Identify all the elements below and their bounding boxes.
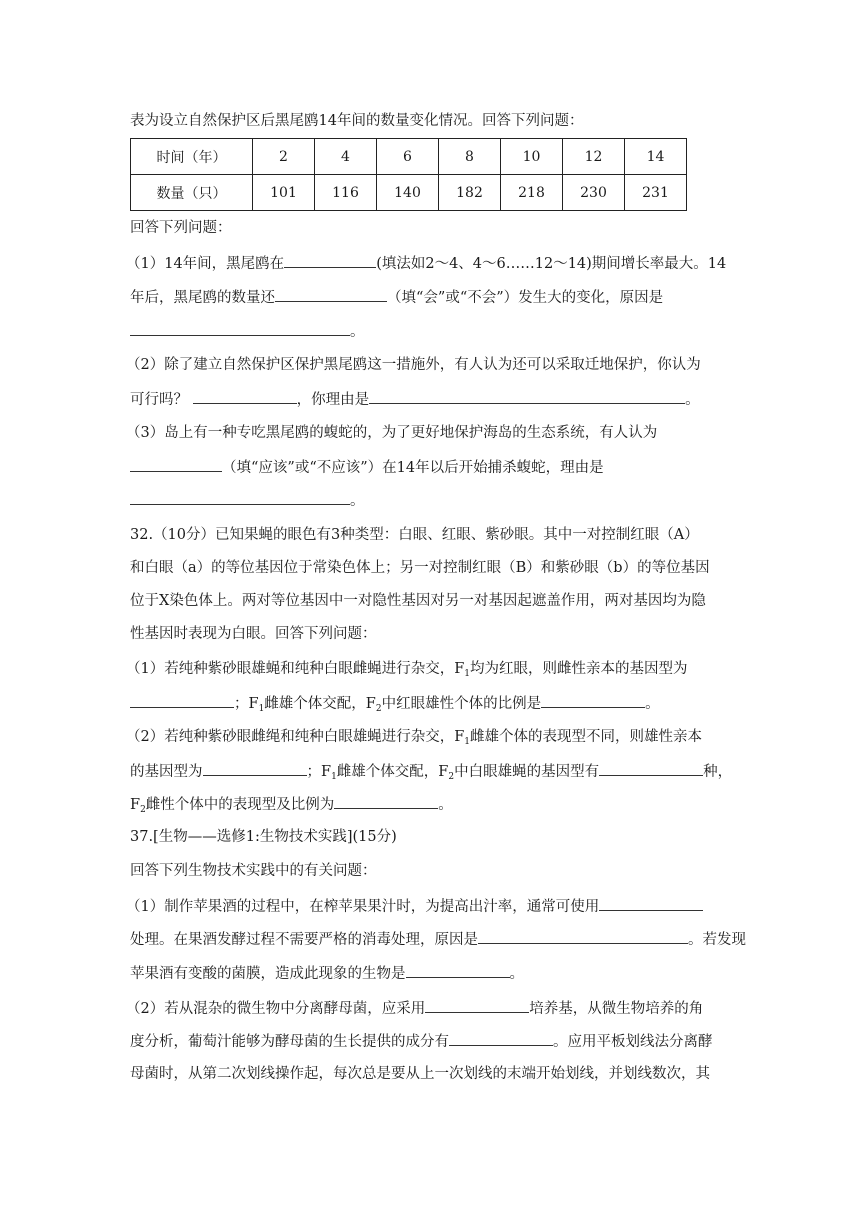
q31-p1-line3 bbox=[130, 320, 365, 342]
table-cell: 10 bbox=[501, 139, 563, 175]
text: （1）若纯种紫砂眼雄蝇和纯种白眼雌蝇进行杂交，F bbox=[126, 661, 465, 677]
text: 。 bbox=[509, 966, 524, 982]
text: 培养基，从微生物培养的角 bbox=[529, 1001, 704, 1017]
q31-p2-line2 bbox=[130, 388, 700, 410]
subscript: 1 bbox=[464, 669, 471, 679]
q37-p1-line3 bbox=[130, 962, 524, 984]
text: ；F bbox=[306, 764, 332, 780]
table-cell: 231 bbox=[625, 175, 687, 211]
subscript: 2 bbox=[448, 772, 455, 782]
text: 的基因型为 bbox=[130, 764, 203, 780]
q31-p1-line1 bbox=[126, 252, 726, 274]
q37-p2-line3: 母菌时，从第二次划线操作起，每次总是要从上一次划线的末端开始划线，并划线数次，其 bbox=[130, 1066, 710, 1082]
text: （填“会”或“不会”）发生大的变化，原因是 bbox=[387, 290, 664, 306]
text: （2）若从混杂的微生物中分离酵母菌，应采用 bbox=[126, 1001, 426, 1017]
answer-blank[interactable] bbox=[334, 793, 438, 809]
text: （1）制作苹果酒的过程中，在榨苹果果汁时，为提高出汁率，通常可使用 bbox=[126, 899, 600, 915]
text: 度分析，葡萄汁能够为酵母菌的生长提供的成分有 bbox=[130, 1034, 449, 1050]
q31-p1-line2 bbox=[130, 286, 663, 308]
q32-p1-line2 bbox=[130, 692, 660, 719]
q32-p2-line1 bbox=[126, 727, 702, 752]
answer-blank[interactable] bbox=[130, 489, 350, 505]
q32-p2-line3 bbox=[130, 793, 453, 820]
table-cell: 14 bbox=[625, 139, 687, 175]
subscript: 2 bbox=[375, 704, 382, 714]
text: 雌雄个体的表现型不同，则雄性亲本 bbox=[470, 729, 703, 745]
text: 雌雄个体交配，F bbox=[336, 764, 449, 780]
text: 雌性个体中的表现型及比例为 bbox=[145, 797, 335, 813]
table-cell: 140 bbox=[377, 175, 439, 211]
text: 种， bbox=[703, 764, 733, 780]
q32-line1: 32.（10分）已知果蝇的眼色有3种类型：白眼、红眼、紫砂眼。其中一对控制红眼（A） bbox=[130, 527, 699, 543]
text: 处理。在果酒发酵过程不需要严格的消毒处理，原因是 bbox=[130, 932, 478, 948]
q32-line2: 和白眼（a）的等位基因位于常染色体上；另一对控制红眼（B）和紫砂眼（b）的等位基因 bbox=[130, 560, 710, 576]
answer-blank[interactable] bbox=[193, 388, 297, 404]
table-cell: 182 bbox=[439, 175, 501, 211]
subscript: 2 bbox=[140, 805, 146, 815]
q31-p3-line1: （3）岛上有一种专吃黑尾鸥的蝮蛇的，为了更好地保护海岛的生态系统，有人认为 bbox=[126, 425, 658, 441]
q37-p1-line2 bbox=[130, 928, 746, 950]
subscript: 1 bbox=[258, 704, 265, 714]
text: 可行吗？ bbox=[130, 392, 188, 408]
table-cell: 数量（只） bbox=[131, 175, 253, 211]
answer-blank[interactable] bbox=[130, 692, 234, 708]
q37-intro: 回答下列生物技术实践中的有关问题： bbox=[130, 863, 377, 879]
text: 。 bbox=[438, 797, 453, 813]
q32-line4: 性基因时表现为白眼。回答下列问题： bbox=[130, 626, 377, 642]
after-table-text: 回答下列问题： bbox=[130, 220, 232, 236]
text: 。若发现 bbox=[688, 932, 746, 948]
table-cell: 2 bbox=[253, 139, 315, 175]
text: （填“应该”或“不应该”）在14年以后开始捕杀蝮蛇，理由是 bbox=[222, 460, 604, 476]
table-cell: 12 bbox=[563, 139, 625, 175]
q32-p2-line2 bbox=[130, 760, 732, 787]
answer-blank[interactable] bbox=[478, 928, 688, 944]
q31-p2-line1: （2）除了建立自然保护区保护黑尾鸥这一措施外，有人认为还可以采取迁地保护，你认为 bbox=[126, 357, 701, 373]
q37-p1-line1 bbox=[126, 895, 703, 917]
q32-p1-line1 bbox=[126, 659, 688, 684]
q31-p3-line2 bbox=[130, 456, 604, 478]
answer-blank[interactable] bbox=[599, 760, 703, 776]
answer-blank[interactable] bbox=[406, 962, 510, 978]
text: （1）14年间，黑尾鸥在 bbox=[126, 256, 285, 272]
q37-title: 37.[生物——选修1:生物技术实践](15分) bbox=[130, 829, 397, 845]
population-table bbox=[130, 138, 687, 211]
q32-line3: 位于X染色体上。两对等位基因中一对隐性基因对另一对基因起遮盖作用，两对基因均为隐 bbox=[130, 593, 706, 609]
text: （2）若纯种紫砂眼雌绳和纯种白眼雄蝇进行杂交，F bbox=[126, 729, 465, 745]
table-cell: 4 bbox=[315, 139, 377, 175]
answer-blank[interactable] bbox=[203, 760, 307, 776]
text: 。 bbox=[645, 696, 660, 712]
table-cell: 101 bbox=[253, 175, 315, 211]
text: 。 bbox=[350, 324, 365, 340]
text: F bbox=[130, 797, 141, 813]
table-cell: 218 bbox=[501, 175, 563, 211]
text: 年后，黑尾鸥的数量还 bbox=[130, 290, 275, 306]
answer-blank[interactable] bbox=[599, 895, 703, 911]
answer-blank[interactable] bbox=[130, 456, 222, 472]
answer-blank[interactable] bbox=[275, 286, 387, 302]
text: ，你理由是 bbox=[296, 392, 370, 408]
q37-p2-line2 bbox=[130, 1030, 713, 1052]
table-cell: 6 bbox=[377, 139, 439, 175]
answer-blank[interactable] bbox=[449, 1030, 553, 1046]
text: ；F bbox=[234, 696, 259, 712]
text: 均为红眼，则雌性亲本的基因型为 bbox=[470, 661, 688, 677]
answer-blank[interactable] bbox=[369, 388, 685, 404]
intro-text: 表为设立自然保护区后黑尾鸥14年间的数量变化情况。回答下列问题： bbox=[130, 113, 584, 129]
answer-blank[interactable] bbox=[541, 692, 645, 708]
answer-blank[interactable] bbox=[425, 997, 529, 1013]
text: 雌雄个体交配，F bbox=[264, 696, 376, 712]
text: (填法如2～4、4～6……12～14)期间增长率最大。14 bbox=[376, 256, 727, 272]
q31-p3-line3 bbox=[130, 489, 365, 511]
table-cell: 230 bbox=[563, 175, 625, 211]
table-row bbox=[131, 175, 687, 211]
answer-blank[interactable] bbox=[284, 252, 376, 268]
text: 。应用平板划线法分离酵 bbox=[553, 1034, 713, 1050]
text: 苹果酒有变酸的菌膜，造成此现象的生物是 bbox=[130, 966, 406, 982]
table-row bbox=[131, 139, 687, 175]
q37-p2-line1 bbox=[126, 997, 703, 1019]
table-cell: 116 bbox=[315, 175, 377, 211]
text: 。 bbox=[350, 493, 365, 509]
table-cell: 8 bbox=[439, 139, 501, 175]
text: 。 bbox=[685, 392, 700, 408]
answer-blank[interactable] bbox=[130, 320, 350, 336]
table-cell: 时间（年） bbox=[131, 139, 253, 175]
subscript: 1 bbox=[464, 737, 471, 747]
text: 中红眼雄性个体的比例是 bbox=[381, 696, 542, 712]
subscript: 1 bbox=[331, 772, 337, 782]
text: 中白眼雄蝇的基因型有 bbox=[454, 764, 600, 780]
